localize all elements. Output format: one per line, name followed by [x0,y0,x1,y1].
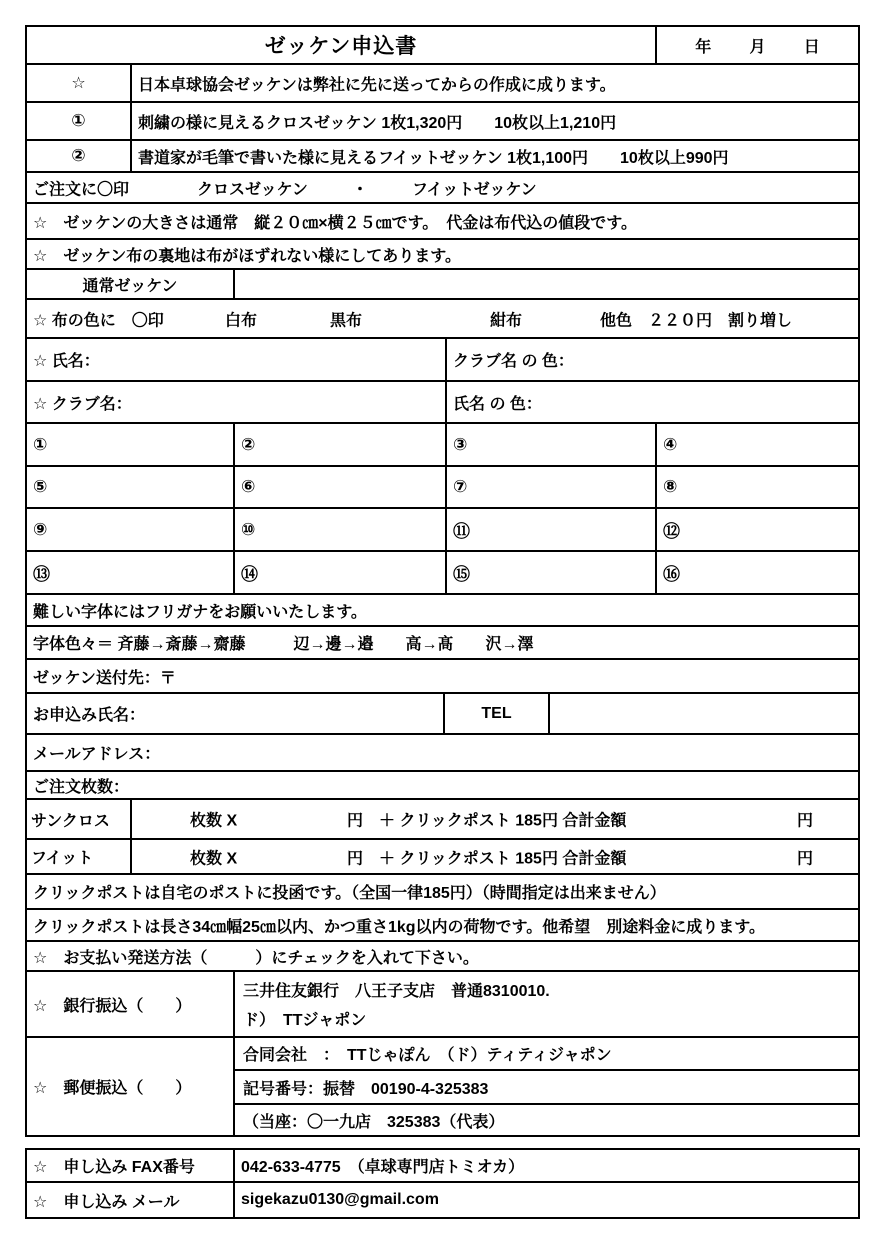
entry-field-12[interactable] [657,509,858,550]
price-note-row-fit [27,141,858,173]
option-fit-bib[interactable]: フイットゼッケン [412,181,537,198]
total-unit-label: 円 [797,850,814,867]
shipping-address-row [27,660,858,694]
option-white-cloth[interactable]: 白布 [225,312,258,329]
bank-account-line: 三井住友銀行 八王子支店 普通8310010. [243,983,550,1000]
entry-number: ⑦ [453,477,468,496]
applicant-row [27,694,858,735]
circled-1-icon: ① [27,103,132,139]
entry-number: ⑨ [33,519,48,539]
club-row [27,382,858,424]
mail-row [27,1183,858,1217]
entry-number: ⑪ [453,522,470,541]
qty-label: 枚数 X [190,850,238,867]
font-variants-row [27,627,858,660]
option-other-cloth[interactable]: 他色 ２２０円 割り増し [600,312,793,329]
normal-bib-blank-field[interactable] [235,270,858,298]
entry-grid-row [27,467,858,509]
entry-field-13[interactable] [27,552,235,593]
date-month-label: 月 [749,38,766,56]
entry-number: ⑫ [663,522,680,541]
entry-field-7[interactable] [447,467,657,507]
cloth-color-cell[interactable] [27,300,858,337]
entry-grid-row [27,509,858,552]
clickpost-note-text: クリックポストは長さ34㎝幅25㎝以内、かつ重さ1kg以内の荷物です。他希望 別途料金に成ります。 [33,918,765,936]
date-field[interactable] [657,27,858,63]
bank-transfer-details [235,972,858,1036]
entry-field-11[interactable] [447,509,657,550]
order-mark-cell[interactable] [27,173,858,202]
entry-number: ⑭ [241,565,258,584]
entry-field-6[interactable] [235,467,447,507]
postal-transfer-row [27,1038,858,1135]
entry-number: ⑧ [663,477,678,496]
payment-check-row [27,942,858,972]
tel-field[interactable] [550,694,858,733]
entry-field-3[interactable] [447,424,657,465]
tel-label: TEL [445,694,550,733]
entry-number: ④ [663,434,678,454]
suncross-label: サンクロス [27,800,132,838]
postal-account-line: （当座：〇一九店 325383（代表） [243,1113,505,1131]
entry-field-10[interactable] [235,509,447,550]
option-separator: ・ [352,181,369,198]
date-year-label: 年 [695,38,712,56]
option-cross-bib[interactable]: クロスゼッケン [197,181,308,198]
fax-number: 042-633-4775 （卓球専門店トミオカ） [241,1159,525,1176]
name-color-field[interactable]: 氏名 の 色： [453,395,542,413]
entry-number: ⑬ [33,565,50,584]
fit-bib-price-text: 書道家が毛筆で書いた様に見えるフイットゼッケン 1枚1,100円 10枚以上990円 [138,149,729,167]
entry-number: ⑮ [453,565,470,584]
order-qty-row [27,772,858,800]
postal-transfer-checkbox[interactable]: ☆ 郵便振込（ ） [27,1038,235,1135]
furigana-note-row [27,595,858,627]
fax-row [27,1150,858,1183]
email-field[interactable]: メールアドレス： [33,746,161,763]
entry-number: ③ [453,434,468,454]
applicant-name-field[interactable]: お申込み氏名： [27,694,445,733]
order-qty-field[interactable]: ご注文枚数： [33,778,130,796]
entry-field-8[interactable] [657,467,858,507]
clickpost-note-row-2 [27,910,858,942]
size-note-row [27,204,858,240]
club-field[interactable]: ☆ クラブ名： [27,382,447,422]
font-variants-text: 字体色々＝ 斉藤→斎藤→齋藤 辺→邊→邉 高→髙 沢→澤 [33,636,534,653]
clickpost-note-row-1 [27,875,858,910]
qty-label: 枚数 X [190,812,238,830]
bank-holder-line: ド） TTジャポン [243,1012,367,1029]
entry-number: ① [33,434,48,454]
cloth-color-label: ☆ 布の色に 〇印 [33,312,164,329]
entry-grid-row [27,424,858,467]
backing-note-text: ☆ ゼッケン布の裏地は布がほずれない様にしてあります。 [33,247,461,265]
fit-calc-field[interactable] [132,840,858,873]
entry-number: ⑯ [663,565,680,584]
suncross-calc-field[interactable] [132,800,858,838]
entry-number: ⑤ [33,477,48,496]
payment-check-text: ☆ お支払い発送方法（ ）にチェックを入れて下さい。 [33,949,479,967]
entry-field-5[interactable] [27,467,235,507]
bank-transfer-checkbox[interactable]: ☆ 銀行振込（ ） [27,972,235,1036]
main-table [25,25,860,1137]
mail-label: ☆ 申し込み メール [27,1183,235,1217]
star-icon: ☆ [27,65,132,101]
fit-label: フイット [27,840,132,873]
shipping-address-field[interactable]: ゼッケン送付先：〒 [33,669,176,687]
postal-code-line: 記号番号：振替 00190-4-325383 [235,1071,858,1105]
entry-field-16[interactable] [657,552,858,593]
contact-table [25,1148,860,1219]
email-row [27,735,858,772]
option-navy-cloth[interactable]: 紺布 [490,312,523,329]
cloth-color-row [27,300,858,339]
name-field[interactable]: ☆ 氏名： [27,339,447,380]
option-black-cloth[interactable]: 黒布 [330,312,363,329]
mail-address[interactable]: sigekazu0130@gmail.com [241,1191,439,1208]
postal-transfer-details [235,1038,858,1135]
club-color-field[interactable]: クラブ名 の 色： [453,353,574,370]
name-row [27,339,858,382]
entry-grid-row [27,552,858,595]
entry-field-15[interactable] [447,552,657,593]
entry-field-14[interactable] [235,552,447,593]
order-mark-row [27,173,858,204]
clickpost-note-text: クリックポストは自宅のポストに投函です。（全国一律185円）（時間指定は出来ません） [33,885,666,902]
suncross-price-row [27,800,858,840]
postal-company-line: 合同会社 ： TTじゃぽん （ド）ティティジャポン [235,1038,858,1071]
price-note-row-cross [27,103,858,141]
furigana-note-text: 難しい字体にはフリガナをお願いいたします。 [33,603,367,621]
entry-field-2[interactable] [235,424,447,465]
cross-bib-price-text: 刺繍の様に見えるクロスゼッケン 1枚1,320円 10枚以上1,210円 [138,114,617,132]
entry-field-1[interactable] [27,424,235,465]
entry-number: ⑩ [241,519,256,539]
entry-number: ⑥ [241,477,256,496]
normal-bib-label: 通常ゼッケン [27,270,235,298]
circled-2-icon: ② [27,141,132,171]
note-row-jtta [27,65,858,103]
formula-label: 円 ＋ クリックポスト 185円 合計金額 [347,812,627,830]
date-day-label: 日 [803,38,820,56]
formula-label: 円 ＋ クリックポスト 185円 合計金額 [347,850,627,867]
entry-field-9[interactable] [27,509,235,550]
title-row [27,27,858,65]
fax-label: ☆ 申し込み FAX番号 [27,1150,235,1181]
fit-price-row [27,840,858,875]
form-title: ゼッケン申込書 [27,27,657,63]
entry-field-4[interactable] [657,424,858,465]
normal-bib-row [27,270,858,300]
bank-transfer-row [27,972,858,1038]
backing-note-row [27,240,858,270]
entry-number: ② [241,434,256,454]
total-unit-label: 円 [797,812,814,830]
note-text: 日本卓球協会ゼッケンは弊社に先に送ってからの作成に成ります。 [138,76,616,94]
size-note-text: ☆ ゼッケンの大きさは通常 縦２０㎝×横２５㎝です。 代金は布代込の値段です。 [33,214,638,232]
order-mark-label: ご注文に〇印 [33,181,130,198]
